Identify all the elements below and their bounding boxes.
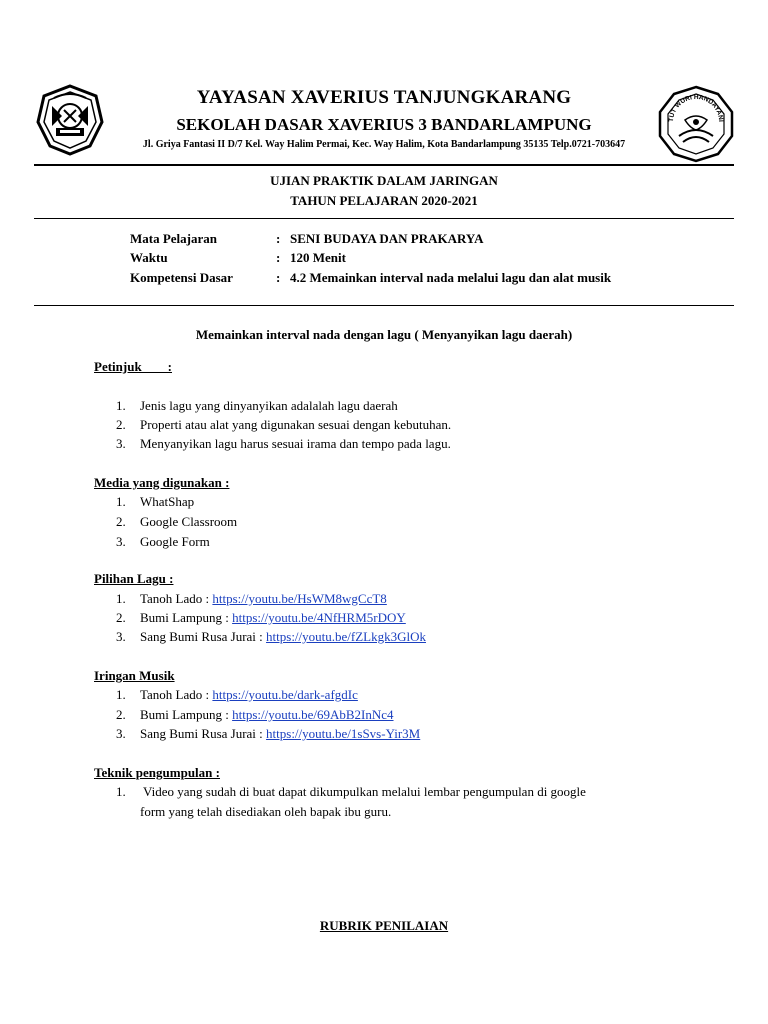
music-title: Bumi Lampung :	[140, 707, 233, 722]
song-item	[140, 591, 387, 607]
meta-sep-competency: :	[276, 270, 281, 285]
meta-sep-time: :	[276, 250, 281, 265]
song-choice-heading: Pilihan Lagu :	[94, 571, 174, 586]
music-item	[140, 707, 394, 723]
music-accompaniment-heading: Iringan Musik	[94, 668, 175, 683]
submission-line-1: Video yang sudah di buat dapat dikumpulkan melalui lembar pengumpulan di google	[140, 784, 586, 799]
music-item	[140, 726, 420, 742]
media-item: WhatShap	[140, 494, 195, 509]
rubric-heading: RUBRIK PENILAIAN	[319, 918, 449, 933]
music-link[interactable]: https://youtu.be/1sSvs-Yir3M	[266, 726, 421, 741]
song-link[interactable]: https://youtu.be/HsWM8wgCcT8	[212, 591, 387, 606]
meta-label-subject: Mata Pelajaran	[130, 231, 218, 246]
submission-heading: Teknik pengumpulan :	[94, 765, 220, 780]
media-heading: Media yang digunakan :	[94, 475, 230, 490]
media-item: Google Form	[140, 534, 210, 549]
meta-sep-subject: :	[276, 231, 281, 246]
meta-value-subject: SENI BUDAYA DAN PRAKARYA	[290, 231, 484, 246]
meta-divider	[34, 305, 734, 306]
meta-label-time: Waktu	[130, 250, 168, 265]
exam-title: UJIAN PRAKTIK DALAM JARINGAN	[270, 173, 498, 188]
right-logo-text: TUT WURI HANDAYANI	[667, 93, 725, 123]
music-title: Tanoh Lado :	[140, 687, 213, 702]
music-link[interactable]: https://youtu.be/69AbB2InNc4	[232, 707, 394, 722]
media-num: 1.	[116, 494, 126, 509]
song-link[interactable]: https://youtu.be/4NfHRM5rDOY	[232, 610, 406, 625]
song-link[interactable]: https://youtu.be/fZLkgk3GlOk	[266, 629, 426, 644]
instruction-item: Jenis lagu yang dinyanyikan adalalah lagu daerah	[140, 398, 398, 413]
music-link[interactable]: https://youtu.be/dark-afgdIc	[212, 687, 358, 702]
music-item	[140, 687, 358, 703]
song-item	[140, 629, 426, 645]
music-num: 1.	[116, 687, 126, 702]
meta-label-competency: Kompetensi Dasar	[130, 270, 233, 285]
song-item	[140, 610, 406, 626]
exam-year: TAHUN PELAJARAN 2020-2021	[290, 193, 478, 208]
instruction-num: 1.	[116, 398, 126, 413]
music-num: 3.	[116, 726, 126, 741]
school-name: SEKOLAH DASAR XAVERIUS 3 BANDARLAMPUNG	[176, 115, 592, 134]
song-title: Bumi Lampung :	[140, 610, 233, 625]
instruction-item: Menyanyikan lagu harus sesuai irama dan tempo pada lagu.	[140, 436, 451, 451]
foundation-name: YAYASAN XAVERIUS TANJUNGKARANG	[196, 87, 572, 108]
song-num: 2.	[116, 610, 126, 625]
instruction-item: Properti atau alat yang digunakan sesuai dengan kebutuhan.	[140, 417, 452, 432]
song-num: 1.	[116, 591, 126, 606]
submission-num: 1.	[116, 784, 126, 799]
meta-value-competency: 4.2 Memainkan interval nada melalui lagu dan alat musik	[290, 270, 612, 285]
instructions-heading: Petinjuk :	[94, 359, 172, 374]
header-divider	[34, 164, 734, 166]
school-address: Jl. Griya Fantasi II D/7 Kel. Way Halim Permai, Kec. Way Halim, Kota Bandarlampung 35135 Telp.0721-703647	[142, 139, 626, 150]
music-title: Sang Bumi Rusa Jurai :	[140, 726, 267, 741]
exam-divider	[34, 218, 734, 219]
music-num: 2.	[116, 707, 126, 722]
song-title: Tanoh Lado :	[140, 591, 213, 606]
media-num: 2.	[116, 514, 126, 529]
task-subtitle: Memainkan interval nada dengan lagu ( Menyanyikan lagu daerah)	[195, 327, 573, 342]
instruction-num: 3.	[116, 436, 126, 451]
song-title: Sang Bumi Rusa Jurai :	[140, 629, 267, 644]
song-num: 3.	[116, 629, 126, 644]
media-num: 3.	[116, 534, 126, 549]
media-item: Google Classroom	[140, 514, 238, 529]
submission-line-2: form yang telah disediakan oleh bapak ibu guru.	[140, 804, 392, 819]
instruction-num: 2.	[116, 417, 126, 432]
meta-value-time: 120 Menit	[290, 250, 346, 265]
